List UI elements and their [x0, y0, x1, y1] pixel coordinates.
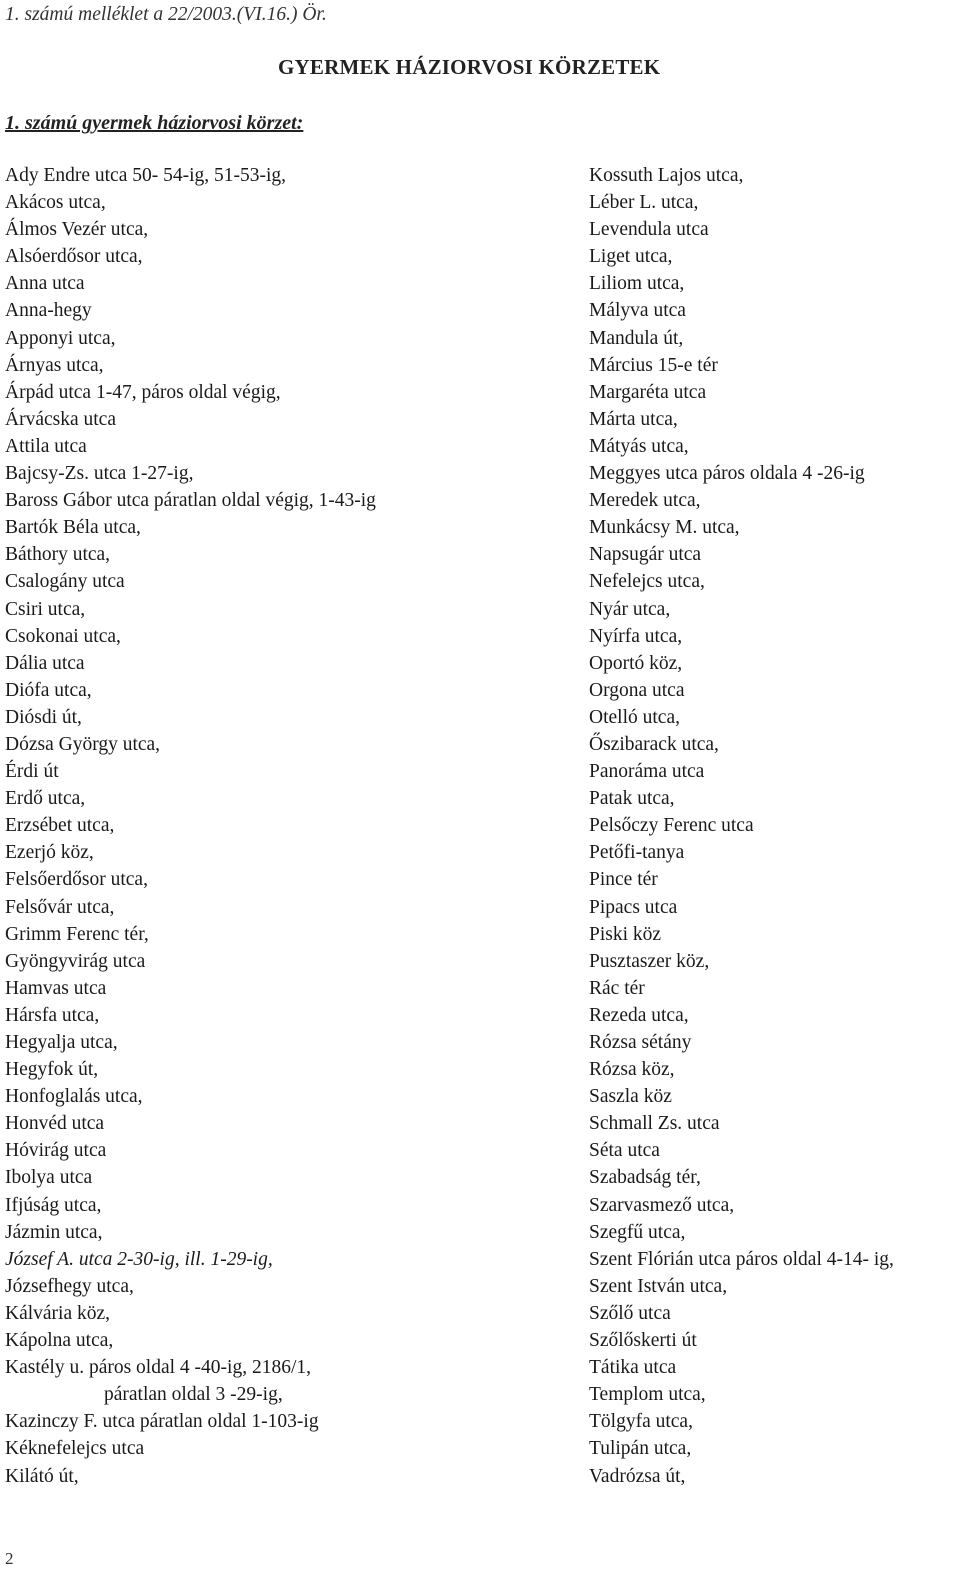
street-entry: Szegfű utca, [589, 1221, 686, 1243]
street-entry: Kazinczy F. utca páratlan oldal 1-103-ig [5, 1411, 319, 1433]
street-entry: Csiri utca, [5, 598, 86, 620]
street-entry: Honvéd utca [5, 1113, 105, 1135]
street-entry: Mandula út, [589, 327, 684, 349]
street-entry: Szent István utca, [589, 1275, 728, 1297]
street-entry: Felsővár utca, [5, 896, 115, 918]
street-entry: Ady Endre utca 50- 54-ig, 51-53-ig, [5, 165, 287, 186]
street-entry: Tulipán utca, [589, 1438, 692, 1460]
street-entry: Diófa utca, [5, 679, 92, 701]
street-entry: Liliom utca, [589, 273, 685, 295]
street-entry: Rezeda utca, [589, 1004, 689, 1026]
street-entry: Nyírfa utca, [589, 625, 683, 647]
street-entry: Szőlő utca [589, 1302, 671, 1324]
street-entry: Ibolya utca [5, 1167, 93, 1189]
street-entry: Akácos utca, [5, 192, 106, 214]
street-entry: Anna utca [5, 273, 85, 295]
street-entry: Álmos Vezér utca, [5, 219, 149, 241]
street-entry: Ifjúság utca, [5, 1194, 102, 1216]
street-entry: Rózsa köz, [589, 1059, 675, 1081]
street-list-left [5, 162, 376, 1490]
street-entry: Meggyes utca páros oldala 4 -26-ig [589, 463, 865, 485]
street-entry: Szőlőskerti út [589, 1330, 697, 1352]
street-entry: Érdi út [5, 761, 59, 783]
section-heading: 1. számú gyermek háziorvosi körzet: [5, 112, 304, 134]
street-entry: Vadrózsa út, [589, 1465, 686, 1487]
street-entry: Tölgyfa utca, [589, 1411, 693, 1433]
street-entry: Nefelejcs utca, [589, 571, 705, 593]
street-entry: Anna-hegy [5, 300, 92, 322]
street-entry: Séta utca [589, 1140, 660, 1162]
street-list-right [589, 162, 894, 1490]
street-entry: József A. utca 2-30-ig, ill. 1-29-ig, [5, 1248, 273, 1270]
document-reference: 1. számú melléklet a 22/2003.(VI.16.) Ör. [5, 4, 327, 25]
street-entry: Nyár utca, [589, 598, 671, 620]
street-entry: Dália utca [5, 652, 85, 674]
street-entry: Hársfa utca, [5, 1004, 100, 1026]
street-entry: Erzsébet utca, [5, 815, 115, 837]
street-entry: Csokonai utca, [5, 625, 121, 647]
page-number: 2 [5, 1549, 14, 1568]
street-entry: Március 15-e tér [589, 354, 718, 376]
street-entry: Szent Flórián utca páros oldal 4-14- ig, [589, 1248, 894, 1270]
street-entry: Templom utca, [589, 1384, 706, 1406]
street-entry: Rác tér [589, 977, 645, 999]
street-entry: Báthory utca, [5, 544, 111, 566]
street-entry: Árpád utca 1-47, páros oldal végig, [5, 381, 281, 403]
street-entry: Gyöngyvirág utca [5, 950, 146, 972]
street-entry: Dózsa György utca, [5, 733, 161, 755]
street-entry: Grimm Ferenc tér, [5, 923, 149, 945]
street-entry: Otelló utca, [589, 706, 680, 728]
street-entry: Schmall Zs. utca [589, 1113, 720, 1135]
street-entry: Árvácska utca [5, 408, 116, 430]
street-entry: Pince tér [589, 869, 658, 891]
street-entry: Árnyas utca, [5, 354, 104, 376]
street-entry: Szarvasmező utca, [589, 1194, 735, 1216]
street-entry: Kossuth Lajos utca, [589, 165, 744, 186]
street-entry: Napsugár utca [589, 544, 702, 566]
street-entry: Honfoglalás utca, [5, 1086, 143, 1108]
street-entry: Tátika utca [589, 1357, 677, 1379]
street-entry: Piski köz [589, 923, 662, 945]
street-entry: Pelsőczy Ferenc utca [589, 815, 754, 837]
street-entry: Kápolna utca, [5, 1330, 114, 1352]
street-entry: Petőfi-tanya [589, 842, 685, 864]
street-entry: Baross Gábor utca páratlan oldal végig, 1-43-ig [5, 490, 376, 512]
street-entry: Orgona utca [589, 679, 685, 701]
street-entry: Hegyalja utca, [5, 1032, 118, 1053]
street-entry: Bartók Béla utca, [5, 517, 141, 539]
street-entry: Józsefhegy utca, [5, 1275, 134, 1297]
street-entry: Hegyfok út, [5, 1059, 99, 1081]
street-entry: Kálvária köz, [5, 1302, 111, 1324]
street-entry: Apponyi utca, [5, 327, 116, 349]
street-entry: Őszibarack utca, [589, 733, 719, 755]
street-entry: Diósdi út, [5, 706, 82, 728]
street-entry: Liget utca, [589, 246, 673, 268]
street-entry: Meredek utca, [589, 490, 701, 512]
street-entry: Hamvas utca [5, 977, 107, 999]
street-entry: Munkácsy M. utca, [589, 517, 740, 539]
street-entry: Saszla köz [589, 1086, 672, 1108]
street-entry: Patak utca, [589, 788, 675, 810]
street-entry: Bajcsy-Zs. utca 1-27-ig, [5, 463, 194, 485]
street-entry: Ezerjó köz, [5, 842, 94, 864]
street-entry: Jázmin utca, [5, 1221, 103, 1243]
street-entry: Pusztaszer köz, [589, 950, 710, 972]
street-entry: Levendula utca [589, 219, 709, 241]
street-entry: Erdő utca, [5, 788, 86, 810]
street-entry: Felsőerdősor utca, [5, 869, 148, 891]
street-entry: Alsóerdősor utca, [5, 246, 143, 268]
street-entry: Margaréta utca [589, 381, 707, 403]
street-entry: Kastély u. páros oldal 4 -40-ig, 2186/1, [5, 1357, 311, 1379]
document-title: GYERMEK HÁZIORVOSI KÖRZETEK [278, 55, 661, 79]
street-entry: Panoráma utca [589, 761, 705, 783]
street-entry: Kilátó út, [5, 1465, 79, 1487]
street-entry: Hóvirág utca [5, 1140, 107, 1162]
street-entry: Pipacs utca [589, 896, 678, 918]
street-entry: Szabadság tér, [589, 1167, 701, 1189]
street-entry: Oportó köz, [589, 652, 683, 674]
street-entry: Rózsa sétány [589, 1032, 692, 1053]
street-entry: Attila utca [5, 435, 87, 457]
street-entry: Csalogány utca [5, 571, 125, 593]
street-entry: Léber L. utca, [589, 192, 699, 214]
street-entry-continuation: páratlan oldal 3 -29-ig, [104, 1384, 283, 1406]
street-entry: Mályva utca [589, 300, 686, 322]
street-entry: Márta utca, [589, 408, 678, 430]
street-entry: Kéknefelejcs utca [5, 1438, 145, 1460]
street-entry: Mátyás utca, [589, 435, 689, 457]
